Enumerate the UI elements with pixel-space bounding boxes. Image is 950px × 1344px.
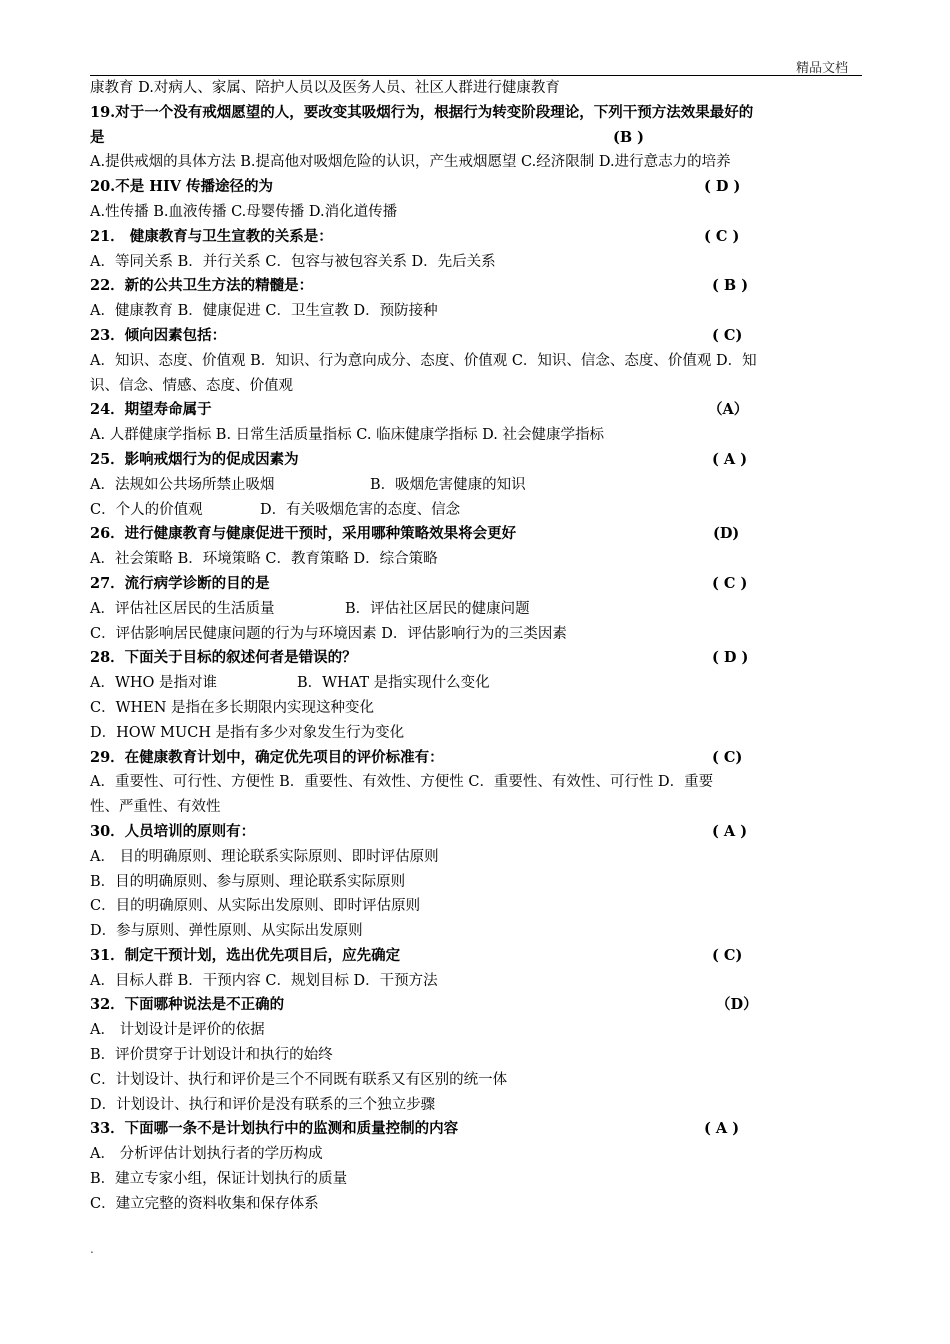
option-line bbox=[90, 919, 865, 944]
option-line bbox=[90, 1068, 865, 1093]
header-label: 精品文档 bbox=[796, 61, 849, 76]
option-line bbox=[90, 498, 865, 523]
option-text: B．目的明确原则、参与原则、理论联系实际原则 bbox=[90, 873, 406, 890]
option-line bbox=[90, 969, 865, 994]
option-line bbox=[90, 845, 865, 870]
question-line bbox=[90, 175, 865, 200]
answer-label: ( A ) bbox=[704, 1120, 740, 1138]
answer-label: （D） bbox=[716, 996, 758, 1014]
option-text: A．等同关系 B．并行关系 C．包容与被包容关系 D．先后关系 bbox=[90, 253, 496, 270]
option-line bbox=[90, 473, 865, 498]
question-line bbox=[90, 522, 865, 547]
option-line bbox=[90, 423, 865, 448]
option-text: B．评价贯穿于计划设计和执行的始终 bbox=[90, 1047, 333, 1064]
option-text: A． 计划设计是评价的依据 bbox=[90, 1022, 265, 1039]
question-text: 21． 健康教育与卫生宣教的关系是： bbox=[90, 227, 333, 245]
option-text: A.性传播 B.血液传播 C.母婴传播 D.消化道传播 bbox=[90, 203, 398, 220]
option-text-second: B．评估社区居民的健康问题 bbox=[345, 600, 530, 617]
option-line bbox=[90, 870, 865, 895]
option-line bbox=[90, 795, 865, 820]
option-line bbox=[90, 622, 865, 647]
option-text: 康教育 D.对病人、家属、陪护人员以及医务人员、社区人群进行健康教育 bbox=[90, 80, 560, 96]
question-text: 27．流行病学诊断的目的是 bbox=[90, 574, 270, 592]
option-text: C．建立完整的资料收集和保存体系 bbox=[90, 1195, 319, 1212]
option-line bbox=[90, 1142, 865, 1167]
question-text: 29．在健康教育计划中，确定优先项目的评价标准有： bbox=[90, 748, 444, 766]
option-text: C．评估影响居民健康问题的行为与环境因素 D．评估影响行为的三类因素 bbox=[90, 625, 567, 642]
option-text: A.提供戒烟的具体方法 B.提高他对吸烟危险的认识，产生戒烟愿望 C.经济限制 D.进行意志力的培养 bbox=[90, 154, 731, 171]
option-line bbox=[90, 349, 865, 374]
option-line bbox=[90, 1018, 865, 1043]
option-line bbox=[90, 1043, 865, 1068]
question-line bbox=[90, 448, 865, 473]
question-line bbox=[90, 572, 865, 597]
option-line bbox=[90, 299, 865, 324]
question-text: 31．制定干预计划，选出优先项目后，应先确定 bbox=[90, 946, 401, 964]
question-text: 23．倾向因素包括： bbox=[90, 326, 227, 344]
option-line bbox=[90, 671, 865, 696]
option-text: A． 分析评估计划执行者的学历构成 bbox=[90, 1146, 323, 1163]
question-text: 20.不是 HIV 传播途径的为 bbox=[90, 178, 274, 196]
option-text: C．WHEN 是指在多长期限内实现这种变化 bbox=[90, 699, 375, 716]
answer-label: ( D ) bbox=[704, 178, 741, 196]
option-text: C．个人的价值观 bbox=[90, 501, 203, 518]
option-text: A． 目的明确原则、理论联系实际原则、即时评估原则 bbox=[90, 848, 439, 865]
question-text: 30．人员培训的原则有： bbox=[90, 822, 256, 840]
question-text: 28．下面关于目标的叙述何者是错误的？ bbox=[90, 649, 357, 667]
question-line bbox=[90, 225, 865, 250]
option-line bbox=[90, 1093, 865, 1118]
question-text: 是 bbox=[90, 128, 105, 146]
option-text: A．社会策略 B．环境策略 C．教育策略 D．综合策略 bbox=[90, 551, 438, 568]
option-line bbox=[90, 200, 865, 225]
question-line bbox=[90, 944, 865, 969]
option-text-second: D．有关吸烟危害的态度、信念 bbox=[260, 501, 461, 518]
question-line bbox=[90, 274, 865, 299]
option-text-second: B．吸烟危害健康的知识 bbox=[370, 476, 526, 493]
question-text: 24．期望寿命属于 bbox=[90, 401, 212, 419]
option-text: D．计划设计、执行和评价是没有联系的三个独立步骤 bbox=[90, 1096, 436, 1113]
answer-label: ( C) bbox=[712, 748, 743, 766]
answer-label: (B ) bbox=[613, 128, 645, 146]
option-line bbox=[90, 547, 865, 572]
option-line bbox=[90, 1192, 865, 1217]
answer-label: ( A ) bbox=[712, 822, 748, 840]
question-line bbox=[90, 646, 865, 671]
option-text: C．目的明确原则、从实际出发原则、即时评估原则 bbox=[90, 898, 421, 915]
option-line bbox=[90, 1167, 865, 1192]
option-text: 性、严重性、有效性 bbox=[90, 799, 221, 816]
answer-label: ( C) bbox=[712, 946, 743, 964]
question-text: 19.对于一个没有戒烟愿望的人，要改变其吸烟行为，根据行为转变阶段理论，下列干预方法效果最好的 bbox=[90, 103, 754, 121]
option-text: A．目标人群 B．干预内容 C．规划目标 D．干预方法 bbox=[90, 972, 438, 989]
option-line bbox=[90, 894, 865, 919]
question-line bbox=[90, 101, 865, 126]
question-text: 22．新的公共卫生方法的精髓是： bbox=[90, 277, 314, 295]
option-text: A．健康教育 B．健康促进 C．卫生宣教 D．预防接种 bbox=[90, 303, 438, 320]
option-line bbox=[90, 696, 865, 721]
document-body bbox=[90, 76, 865, 1217]
option-text: C．计划设计、执行和评价是三个不同既有联系又有区别的统一体 bbox=[90, 1071, 508, 1088]
question-line bbox=[90, 398, 865, 423]
question-text: 33．下面哪一条不是计划执行中的监测和质量控制的内容 bbox=[90, 1120, 459, 1138]
footer-mark: . bbox=[90, 1242, 94, 1256]
option-line bbox=[90, 150, 865, 175]
option-line bbox=[90, 597, 865, 622]
option-text: A. 人群健康学指标 B. 日常生活质量指标 C. 临床健康学指标 D. 社会健康学指标 bbox=[90, 427, 605, 444]
option-line bbox=[90, 374, 865, 399]
option-text: A．法规如公共场所禁止吸烟 bbox=[90, 476, 275, 493]
answer-label: ( B ) bbox=[712, 277, 749, 295]
question-line bbox=[90, 746, 865, 771]
option-text: 识、信念、情感、态度、价值观 bbox=[90, 377, 293, 394]
question-text: 25．影响戒烟行为的促成因素为 bbox=[90, 450, 299, 468]
option-text: A．知识、态度、价值观 B．知识、行为意向成分、态度、价值观 C．知识、信念、态度、价值观 D．知 bbox=[90, 352, 757, 369]
option-text: A．评估社区居民的生活质量 bbox=[90, 600, 275, 617]
answer-label: ( C ) bbox=[704, 227, 740, 245]
answer-label: （A） bbox=[708, 401, 749, 419]
question-line bbox=[90, 1117, 865, 1142]
question-line bbox=[90, 820, 865, 845]
answer-label: ( C ) bbox=[712, 574, 748, 592]
answer-label: (D) bbox=[713, 525, 740, 543]
option-text: D．参与原则、弹性原则、从实际出发原则 bbox=[90, 923, 363, 940]
option-line bbox=[90, 76, 865, 101]
question-line bbox=[90, 126, 865, 151]
option-text: A．WHO 是指对谁 bbox=[90, 675, 218, 692]
question-text: 26．进行健康教育与健康促进干预时，采用哪种策略效果将会更好 bbox=[90, 525, 517, 543]
option-text: B．建立专家小组，保证计划执行的质量 bbox=[90, 1171, 348, 1188]
answer-label: ( A ) bbox=[712, 450, 748, 468]
answer-label: ( D ) bbox=[712, 649, 749, 667]
option-text-second: B．WHAT 是指实现什么变化 bbox=[297, 675, 490, 692]
question-line bbox=[90, 324, 865, 349]
option-text: D．HOW MUCH 是指有多少对象发生行为变化 bbox=[90, 724, 405, 741]
option-line bbox=[90, 770, 865, 795]
answer-label: ( C) bbox=[712, 326, 743, 344]
option-line bbox=[90, 721, 865, 746]
question-line bbox=[90, 993, 865, 1018]
option-line bbox=[90, 250, 865, 275]
option-text: A．重要性、可行性、方便性 B．重要性、有效性、方便性 C．重要性、有效性、可行性 D．重要 bbox=[90, 774, 714, 791]
question-text: 32．下面哪种说法是不正确的 bbox=[90, 996, 285, 1014]
